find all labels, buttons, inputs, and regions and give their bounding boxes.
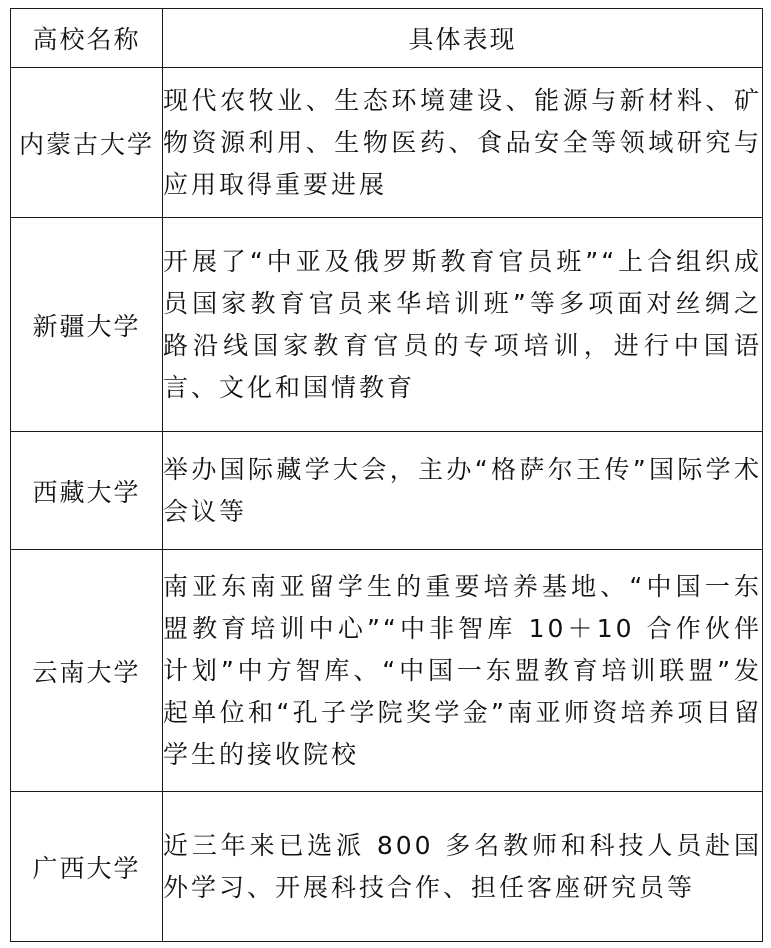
university-description: 开展了“中亚及俄罗斯教育官员班”“上合组织成员国家教育官员来华培训班”等多项面对丝绸之路沿线国家教育官员的专项培训，进行中国语言、文化和国情教育 xyxy=(163,218,763,432)
table-row xyxy=(11,432,763,550)
university-name: 内蒙古大学 xyxy=(11,68,163,218)
header-performance: 具体表现 xyxy=(163,9,763,68)
university-description: 现代农牧业、生态环境建设、能源与新材料、矿物资源利用、生物医药、食品安全等领域研究与应用取得重要进展 xyxy=(163,68,763,218)
university-description: 举办国际藏学大会，主办“格萨尔王传”国际学术会议等 xyxy=(163,432,763,550)
university-table xyxy=(10,8,763,942)
university-description: 南亚东南亚留学生的重要培养基地、“中国一东盟教育培训中心”“中非智库 10＋10 合作伙伴计划”中方智库、“中国一东盟教育培训联盟”发起单位和“孔子学院奖学金”南亚师资培养项目留学生的接收院校 xyxy=(163,550,763,792)
university-name: 新疆大学 xyxy=(11,218,163,432)
table-header-row xyxy=(11,9,763,68)
university-name: 广西大学 xyxy=(11,792,163,942)
table-row xyxy=(11,792,763,942)
table-row xyxy=(11,68,763,218)
university-description: 近三年来已选派 800 多名教师和科技人员赴国外学习、开展科技合作、担任客座研究员等 xyxy=(163,792,763,942)
table-row xyxy=(11,550,763,792)
header-university-name: 高校名称 xyxy=(11,9,163,68)
university-name: 西藏大学 xyxy=(11,432,163,550)
university-name: 云南大学 xyxy=(11,550,163,792)
table-row xyxy=(11,218,763,432)
